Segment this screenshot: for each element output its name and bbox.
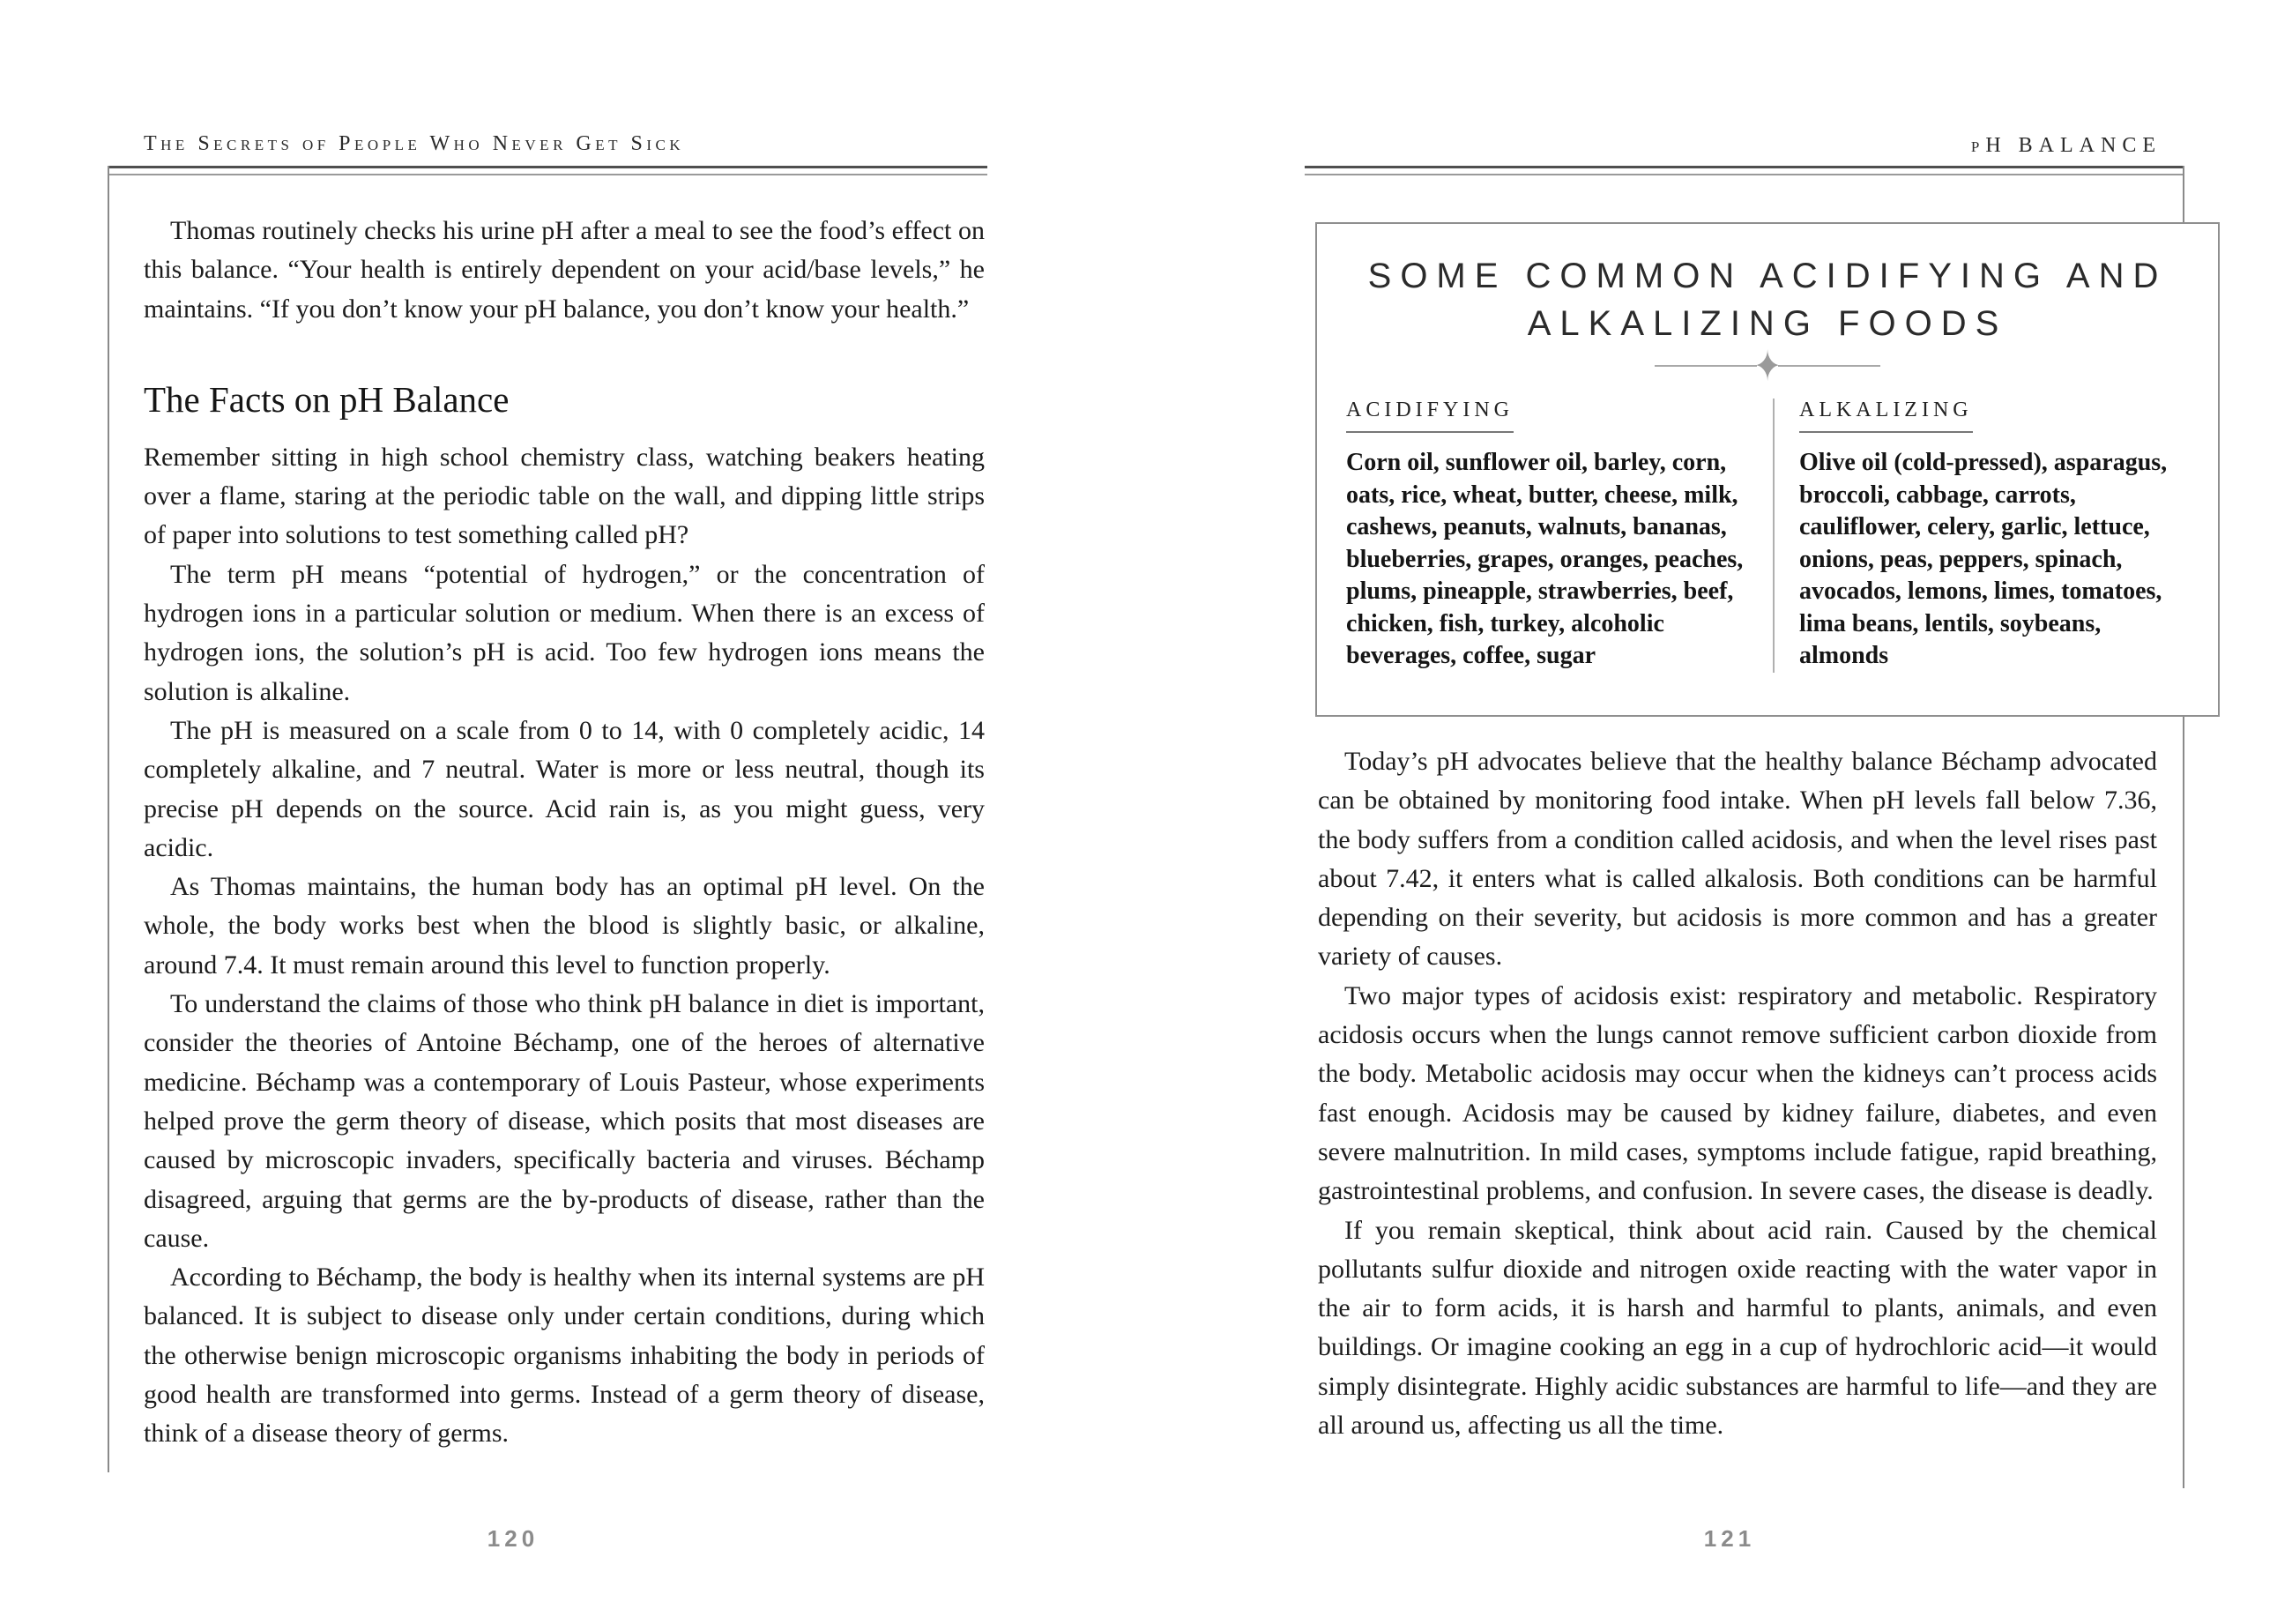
acidifying-column — [1346, 399, 1773, 673]
paragraph: If you remain skeptical, think about acid rain. Caused by the chemical pollutants sulfur dioxide and nitrogen oxide reacting with the water vapor in the air to form acids, it is harsh and harmful to plants, animals, and even buildings. Or imagine cooking an egg in a cup of hydrochloric acid—it would simply disintegrate. Highly acidic substances are harmful to life—and they are all around us, affecting us all the time. — [1318, 1215, 2157, 1441]
sidebar-title-line-1: SOME COMMON ACIDIFYING AND — [1367, 257, 2168, 295]
ornament-line-right — [1778, 365, 1880, 367]
left-running-head: The Secrets of People Who Never Get Sick — [144, 132, 685, 155]
section-heading: The Facts on pH Balance — [144, 378, 510, 420]
four-pointed-star-icon: ✦ — [1753, 341, 1782, 391]
acidifying-foods-list: Corn oil, sunflower oil, barley, corn, oats, rice, wheat, butter, cheese, milk, cashews, peanuts, walnuts, bananas, blueberries, grapes, oranges, peaches, plums, pineapple, strawberries, beef, chicken, fish, turkey, alcoholic beverages, coffee, sugar — [1346, 449, 1744, 669]
paragraph: Thomas routinely checks his urine pH after a meal to see the food’s effect on this balance. “Your health is entirely dependent on your acid/base levels,” he maintains. “If you don’t know your pH balance, you don’t know your health.” — [144, 216, 985, 324]
paragraph: Two major types of acidosis exist: respiratory and metabolic. Respiratory acidosis occurs when the lungs cannot remove sufficient carbon dioxide from the body. Metabolic acidosis may occur when the kidneys can’t process acids fast enough. Acidosis may be caused by kidney failure, diabetes, and even severe malnutrition. In mild cases, symptoms include fatigue, rapid breathing, gastrointestinal problems, and confusion. In severe cases, the disease is deadly. — [1318, 980, 2157, 1206]
paragraph: The term pH means “potential of hydrogen,” or the concentration of hydrogen ions in a particular solution or medium. When there is an excess of hydrogen ions, the solution’s pH is acid. Too few hydrogen ions means the solution is alkaline. — [144, 559, 985, 706]
right-page-number: 121 — [1703, 1525, 1756, 1552]
paragraph: Today’s pH advocates believe that the healthy balance Béchamp advocated can be obtained by monitoring food intake. When pH levels fall below 7.36, the body suffers from a condition called acidosis, and when the level rises past about 7.42, it enters what is called alkalosis. Both conditions can be harmful depending on their severity, but acidosis is more common and has a greater variety of causes. — [1318, 747, 2157, 972]
right-running-head: pH BALANCE — [1970, 134, 2162, 157]
alkalizing-header: ALKALIZING — [1799, 399, 1973, 433]
left-page-body — [144, 212, 985, 1454]
foods-sidebar-box — [1315, 222, 2220, 717]
acidifying-header: ACIDIFYING — [1346, 399, 1514, 433]
sidebar-title-line-2: ALKALIZING FOODS — [1527, 304, 2008, 343]
alkalizing-column — [1773, 399, 2218, 673]
left-page-number: 120 — [487, 1525, 540, 1552]
left-page-vertical-rule — [108, 166, 109, 1472]
right-page-body — [1318, 742, 2157, 1445]
paragraph: To understand the claims of those who think pH balance in diet is important, consider the theories of Antoine Béchamp, one of the heroes of alternative medicine. Béchamp was a contemporary of Louis Pasteur, whose experiments helped prove the germ theory of disease, which posits that most diseases are caused by microscopic invaders, specifically bacteria and viruses. Béchamp disagreed, arguing that germs are the by-products of disease, rather than the cause. — [144, 989, 985, 1253]
title-ornament — [1317, 341, 2218, 391]
paragraph: As Thomas maintains, the human body has an optimal pH level. On the whole, the body works best when the blood is slightly basic, or alkaline, around 7.4. It must remain around this level to function properly. — [144, 872, 985, 980]
alkalizing-foods-list: Olive oil (cold-pressed), asparagus, broccoli, cabbage, carrots, cauliflower, celery, garlic, lettuce, onions, peas, peppers, spinach, avocados, lemons, limes, tomatoes, lima beans, lentils, soybeans, almonds — [1799, 449, 2168, 669]
paragraph: The pH is measured on a scale from 0 to 14, with 0 completely acidic, 14 completely alkaline, and 7 neutral. Water is more or less neutral, though its precise pH depends on the source. Acid rain is, as you might guess, very acidic. — [144, 715, 985, 862]
paragraph: Remember sitting in high school chemistry class, watching beakers heating over a flame, staring at the periodic table on the wall, and dipping little strips of paper into solutions to test something called pH? — [144, 442, 985, 550]
paragraph: According to Béchamp, the body is healthy when its internal systems are pH balanced. It is subject to disease only under certain conditions, during which the otherwise benign microscopic organisms inhabiting the body in periods of good health are transformed into germs. Instead of a germ theory of disease, think of a disease theory of germs. — [144, 1263, 985, 1449]
right-header-rule — [1305, 166, 2184, 175]
food-columns — [1317, 399, 2218, 673]
left-header-rule — [108, 166, 987, 175]
ornament-line-left — [1655, 365, 1757, 367]
sidebar-title — [1317, 252, 2218, 347]
